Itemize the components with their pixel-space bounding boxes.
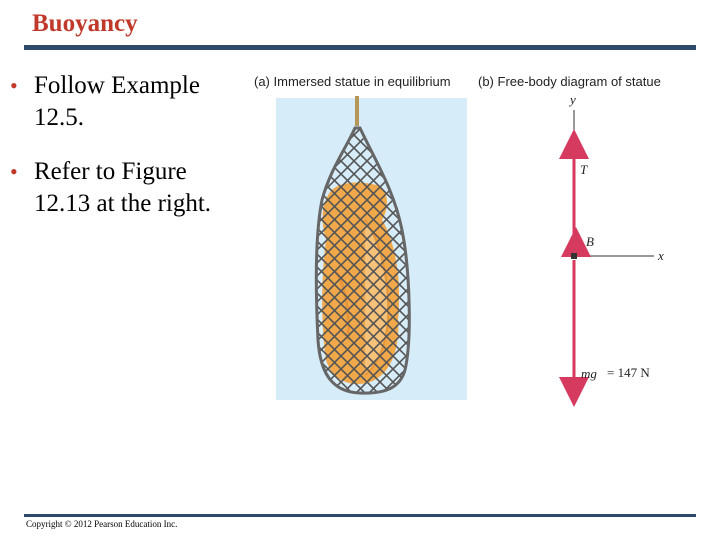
statue-point bbox=[571, 253, 577, 259]
y-axis-label: y bbox=[570, 92, 576, 107]
copyright-notice: Copyright © 2012 Pearson Education Inc. bbox=[26, 519, 178, 529]
weight-symbol: mg bbox=[581, 366, 597, 381]
tension-label: T bbox=[580, 162, 588, 177]
slide-title: Buoyancy bbox=[32, 10, 138, 37]
bullet-list bbox=[8, 70, 248, 242]
figure-drawing bbox=[250, 70, 700, 410]
footer-divider bbox=[24, 514, 696, 517]
bullet-marker: • bbox=[10, 159, 18, 184]
x-axis-label: x bbox=[658, 248, 664, 263]
bullet-marker: • bbox=[10, 73, 18, 98]
caption-a: (a) Immersed statue in equilibrium bbox=[254, 74, 451, 89]
bullet-text: Follow Example 12.5. bbox=[34, 72, 200, 131]
rope bbox=[355, 96, 359, 126]
caption-b: (b) Free-body diagram of statue bbox=[478, 74, 661, 89]
bullet-item bbox=[8, 156, 248, 220]
buoyant-force-label: B bbox=[586, 234, 594, 249]
weight-value: = 147 N bbox=[607, 365, 650, 380]
bullet-text: Refer to Figure 12.13 at the right. bbox=[34, 158, 212, 217]
title-divider bbox=[24, 45, 696, 50]
bullet-item bbox=[8, 70, 248, 134]
figure-12-13 bbox=[250, 70, 700, 410]
